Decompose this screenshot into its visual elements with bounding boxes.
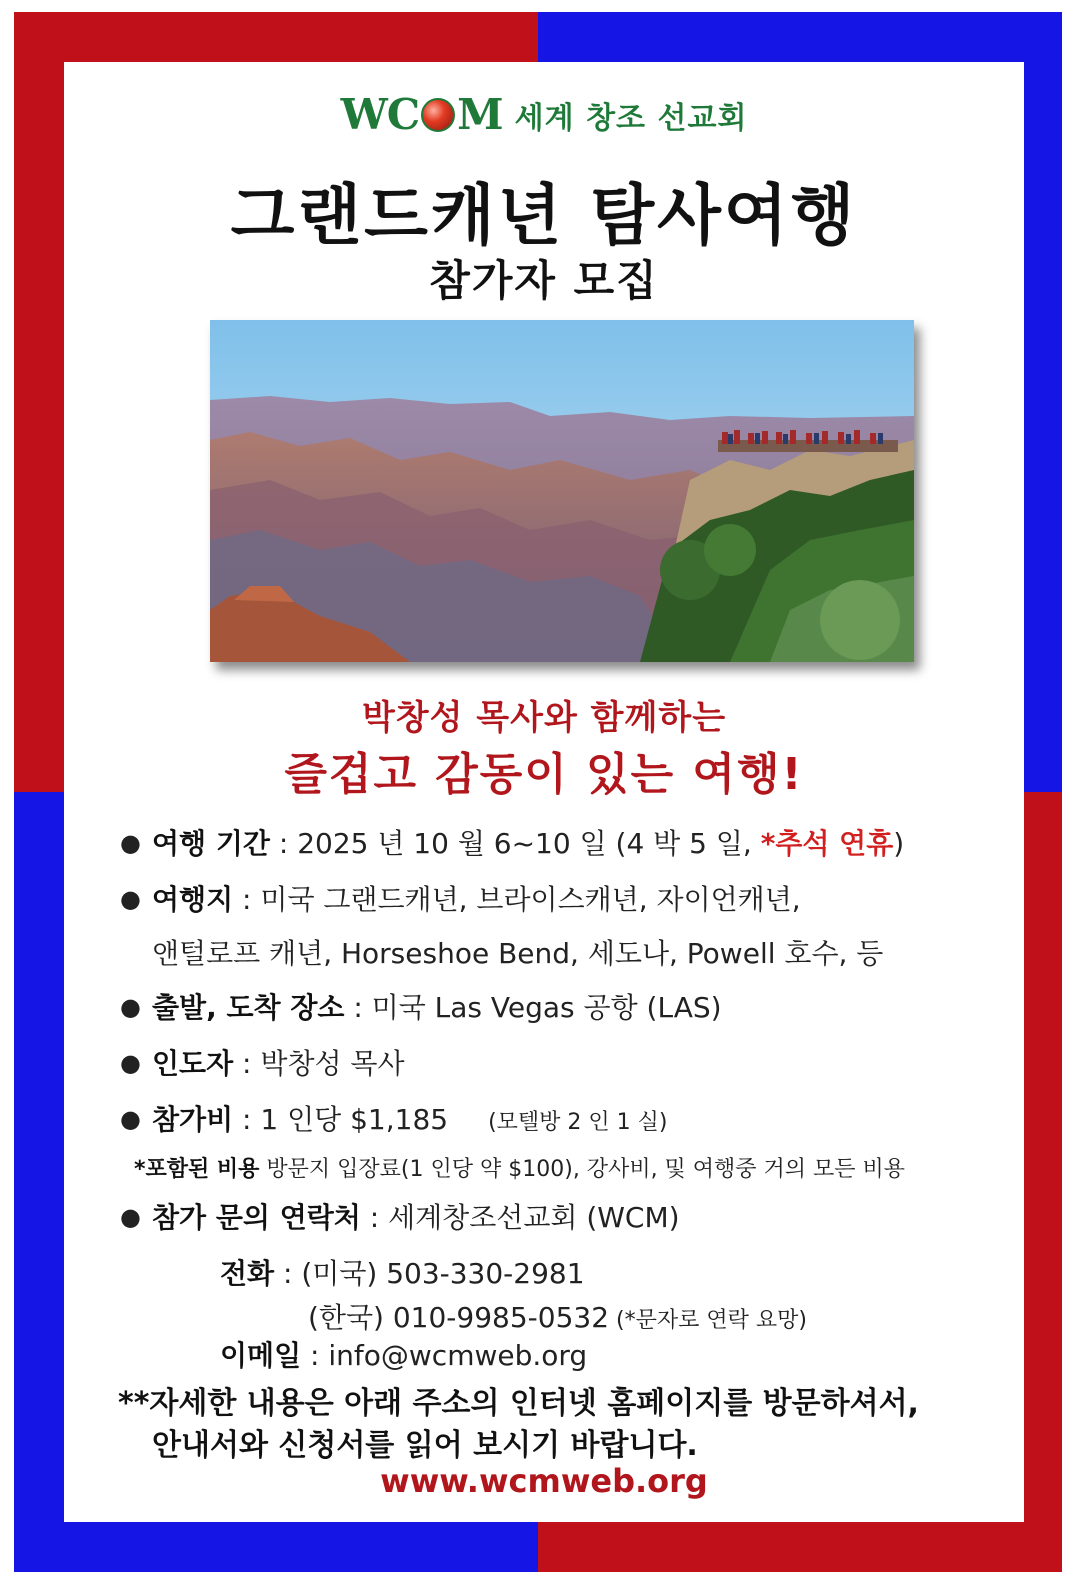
list-item-fee [120, 1098, 667, 1138]
contact-value: : 세계창조선교회 (WCM) [360, 1201, 680, 1234]
fee-room-note: (모텔방 2 인 1 실) [488, 1110, 668, 1135]
logo-letter-m: M [457, 90, 503, 139]
bullet-icon: ● [120, 1049, 141, 1077]
phone-us-value: : (미국) 503-330-2981 [274, 1257, 585, 1290]
tagline-joyful-trip: 즐겁고 감동이 있는 여행! [284, 749, 804, 800]
poster-frame [14, 12, 1062, 1572]
footer-notice-line1: **자세한 내용은 아래 주소의 인터넷 홈페이지를 방문하셔서, [118, 1386, 919, 1421]
included-label: *포함된 비용 [134, 1157, 260, 1182]
wcm-logo [64, 90, 1024, 139]
list-item-contact [120, 1196, 680, 1236]
included-value: 방문지 입장료(1 인당 약 $100), 강사비, 및 여행중 거의 모든 비용 [259, 1157, 906, 1182]
bullet-icon: ● [120, 885, 141, 913]
website-link[interactable]: www.wcmweb.org [380, 1462, 708, 1500]
leader-value: : 박창성 목사 [233, 1047, 405, 1080]
fee-label: 참가비 [152, 1103, 234, 1136]
globe-icon [421, 98, 455, 132]
departure-label: 출발, 도착 장소 [152, 991, 345, 1024]
destination-continued: 앤털로프 캐년, Horseshoe Bend, 세도나, Powell 호수, 등 [152, 937, 884, 970]
grand-canyon-photo [210, 320, 914, 662]
bullet-icon: ● [120, 1105, 141, 1133]
list-item-departure [120, 986, 722, 1026]
footer-notice-line2: 안내서와 신청서를 읽어 보시기 바랍니다. [152, 1428, 698, 1463]
list-item-destination [120, 878, 801, 918]
grand-canyon-illustration [210, 320, 914, 662]
list-item-leader [120, 1042, 405, 1082]
phone-kr-value: (한국) 010-9985-0532 [308, 1301, 610, 1334]
logo-org-name: 세계 창조 선교회 [514, 100, 748, 136]
period-highlight: *추석 연휴 [760, 827, 894, 860]
bullet-icon: ● [120, 1203, 141, 1231]
phone-label: 전화 [220, 1257, 275, 1290]
wcm-logo-mark [341, 90, 503, 139]
bullet-icon: ● [120, 829, 141, 857]
fee-value: : 1 인당 $1,185 [233, 1103, 449, 1136]
poster-paper [64, 62, 1024, 1522]
email-row [220, 1334, 587, 1374]
logo-letters-wc: WC [340, 90, 420, 139]
destination-label: 여행지 [152, 883, 234, 916]
period-close: ) [893, 827, 905, 860]
email-label: 이메일 [220, 1339, 302, 1372]
contact-label: 참가 문의 연락처 [152, 1201, 361, 1234]
period-value: : 2025 년 10 월 6~10 일 (4 박 5 일, [269, 827, 761, 860]
tagline-with-pastor: 박창성 목사와 함께하는 [361, 698, 727, 738]
departure-value: : 미국 Las Vegas 공항 (LAS) [344, 991, 722, 1024]
phone-kr-row [308, 1296, 807, 1336]
leader-label: 인도자 [152, 1047, 234, 1080]
phone-us-row [220, 1252, 585, 1292]
email-value: : info@wcmweb.org [301, 1339, 588, 1372]
list-item-period [120, 822, 904, 862]
poster-subtitle: 참가자 모집 [429, 256, 659, 305]
included-costs-note [134, 1152, 905, 1183]
period-label: 여행 기간 [152, 827, 270, 860]
destination-value: : 미국 그랜드캐년, 브라이스캐년, 자이언캐년, [233, 883, 801, 916]
poster-title: 그랜드캐년 탐사여행 [230, 177, 858, 254]
bullet-icon: ● [120, 993, 141, 1021]
phone-kr-note: (*문자로 연락 요망) [609, 1308, 807, 1333]
